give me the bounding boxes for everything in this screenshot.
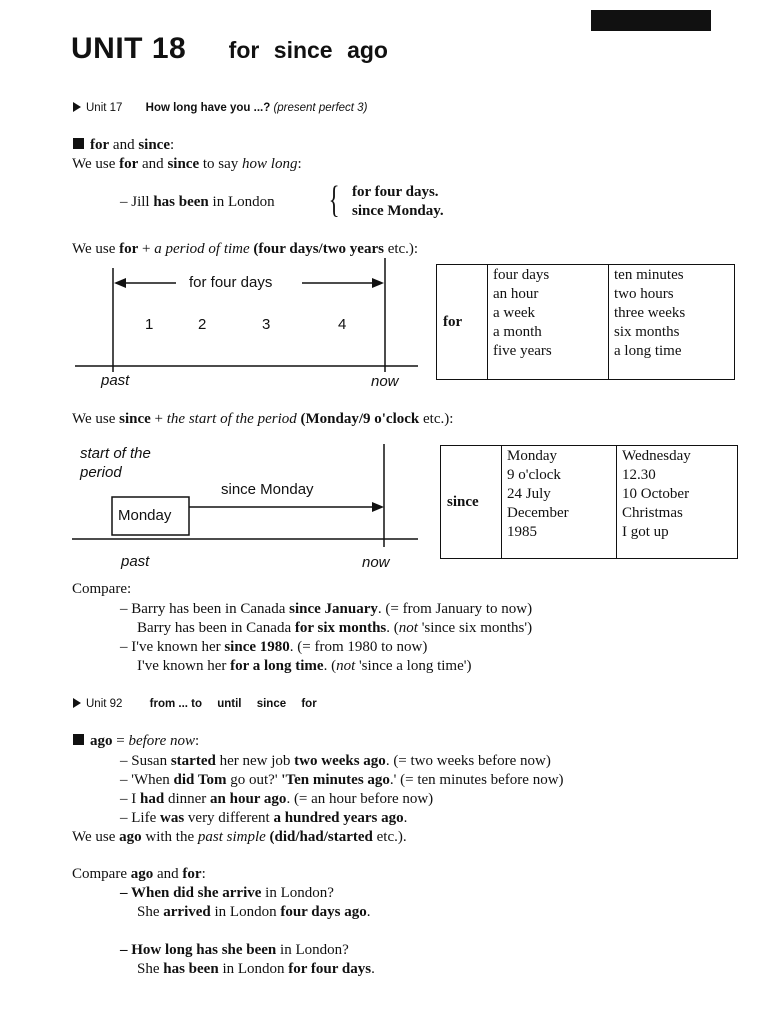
- for-since-intro: We use for and since to say how long:: [72, 156, 302, 172]
- table-cell: Monday: [507, 448, 557, 464]
- ago-rule: We use ago with the past simple (did/had/started etc.).: [72, 829, 407, 845]
- for-timeline-number-3: 3: [262, 316, 271, 333]
- since-start-label: start of the period: [80, 445, 151, 481]
- ago-example-3: – I had dinner an hour ago. (= an hour before now): [120, 791, 434, 807]
- compare-answer-2: She has been in London for four days.: [137, 961, 375, 977]
- ago-example-2: – 'When did Tom go out?' 'Ten minutes ago.' (= ten minutes before now): [120, 772, 564, 788]
- for-table-label: for: [437, 265, 488, 380]
- title-word-ago: ago: [347, 37, 388, 63]
- since-table: [440, 445, 738, 559]
- square-bullet-icon: [73, 734, 84, 745]
- compare-line-1: – Barry has been in Canada since January. (= from January to now): [120, 601, 533, 617]
- compare-line-4: I've known her for a long time. (not 'since a long time'): [137, 658, 472, 674]
- since-timeline-label: since Monday: [221, 481, 314, 498]
- for-timeline-label: for four days: [189, 274, 273, 291]
- table-cell: Wednesday: [622, 448, 691, 464]
- for-timeline-past: past: [101, 372, 130, 389]
- since-table-label: since: [441, 446, 502, 559]
- table-cell: two hours: [614, 286, 674, 302]
- table-cell: three weeks: [614, 305, 686, 321]
- for-timeline-number-2: 2: [198, 316, 207, 333]
- since-rule: We use since + the start of the period (Monday/9 o'clock etc.):: [72, 411, 454, 427]
- table-cell: a week: [493, 305, 536, 321]
- jill-example: – Jill has been in London: [120, 194, 275, 210]
- compare-ago-for-heading: Compare ago and for:: [72, 866, 206, 882]
- table-cell: 12.30: [622, 467, 656, 483]
- compare-question-2: – How long has she been in London?: [120, 942, 349, 958]
- crossref-unit-label: Unit 17: [86, 102, 123, 114]
- since-timeline-past: past: [121, 553, 150, 570]
- crossref-note: (present perfect 3): [273, 102, 368, 114]
- compare-question-1: – When did she arrive in London?: [120, 885, 334, 901]
- compare-answer-1: She arrived in London four days ago.: [137, 904, 371, 920]
- for-timeline-number-1: 1: [145, 316, 154, 333]
- pointer-icon: [73, 698, 81, 708]
- section-heading-ago: ago = before now:: [73, 733, 199, 750]
- table-cell: 24 July: [507, 486, 551, 502]
- jill-option-since: since Monday.: [352, 203, 444, 219]
- crossref-unit-92[interactable]: Unit 92 from ... to until since for: [73, 698, 317, 710]
- jill-option-for: for four days.: [352, 184, 439, 200]
- since-table-col2: [617, 446, 738, 559]
- monday-box-label: Monday: [118, 507, 172, 524]
- for-table-col2: [609, 265, 735, 380]
- ago-example-4: – Life was very different a hundred years ago.: [120, 810, 408, 826]
- table-cell: an hour: [493, 286, 539, 302]
- title-word-since: since: [273, 37, 333, 63]
- since-arrow-head: [372, 502, 384, 512]
- title-word-for: for: [228, 37, 260, 63]
- compare-line-2: Barry has been in Canada for six months. (not 'since six months'): [137, 620, 533, 636]
- table-cell: I got up: [622, 524, 669, 540]
- table-cell: six months: [614, 324, 680, 340]
- since-timeline-now: now: [362, 554, 390, 571]
- table-cell: 10 October: [622, 486, 690, 502]
- page-tab-marker: [591, 10, 711, 31]
- crossref-phrase: How long have you ...?: [145, 102, 271, 114]
- table-cell: December: [507, 505, 569, 521]
- for-timeline-now: now: [371, 373, 399, 390]
- table-cell: 1985: [507, 524, 537, 540]
- for-table-col1: [488, 265, 609, 380]
- table-cell: a month: [493, 324, 542, 340]
- table-cell: 9 o'clock: [507, 467, 561, 483]
- ago-example-1: – Susan started her new job two weeks ago. (= two weeks before now): [120, 753, 551, 769]
- since-timeline-diagram: [0, 0, 430, 580]
- table-cell: ten minutes: [614, 267, 684, 283]
- section-heading-for-since: for and since:: [73, 137, 174, 154]
- table-cell: a long time: [614, 343, 682, 359]
- table-cell: Christmas: [622, 505, 683, 521]
- for-rule: We use for + a period of time (four days/two years etc.):: [72, 241, 419, 257]
- unit-number: UNIT 18: [71, 32, 187, 65]
- table-cell: five years: [493, 343, 552, 359]
- for-table: [436, 264, 735, 380]
- for-timeline-number-4: 4: [338, 316, 347, 333]
- compare-line-3: – I've known her since 1980. (= from 1980 to now): [120, 639, 428, 655]
- brace-symbol: {: [328, 179, 340, 221]
- since-table-col1: [502, 446, 617, 559]
- table-cell: four days: [493, 267, 550, 283]
- compare-heading: Compare:: [72, 581, 132, 597]
